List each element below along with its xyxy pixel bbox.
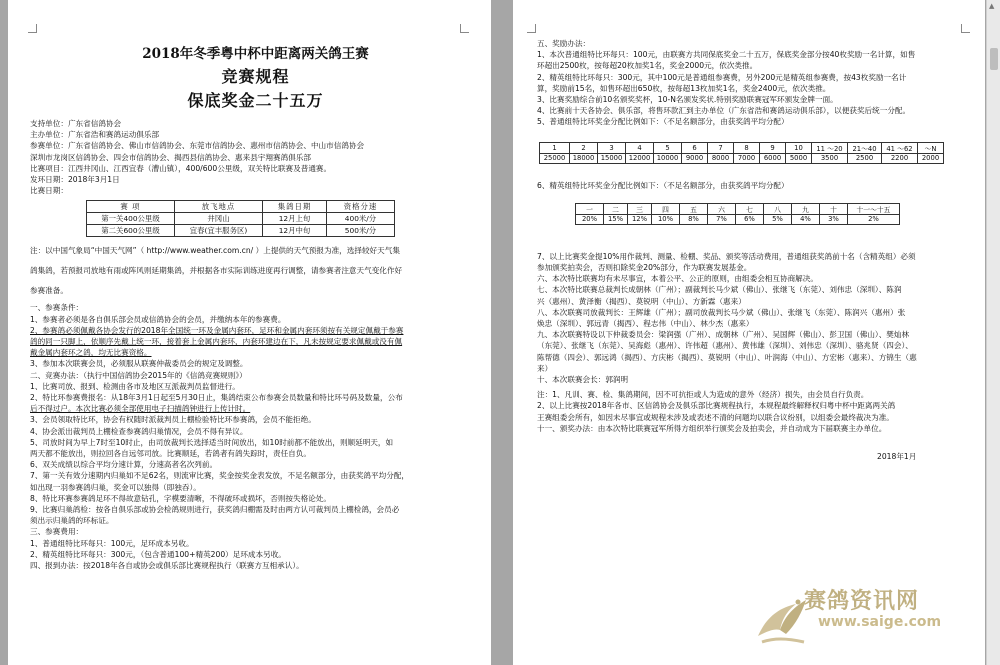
prize-rank-row — [576, 203, 900, 214]
table-header-cell: 集鸽日期 — [263, 201, 327, 213]
percent-cell: 6% — [736, 214, 764, 224]
watermark-text: 赛鸽资讯网 — [804, 589, 920, 614]
rule-line: 2、特比环参赛费报名：从18年3月1日起至5月30日止，集鸽结束公布参赛会员数量和特比环号码及数量，公布 — [30, 393, 403, 403]
rule-line: 兴（惠州）、黄泽衡（揭西）、莫锐明（中山）、方新霖（惠来） — [537, 296, 746, 306]
rule-line: 1、参赛者必须是各自俱乐部会员或信鸽协会的会员，并缴纳本年的参赛费。 — [30, 314, 286, 324]
watermark-url: www.saige.com — [818, 614, 942, 630]
amount-cell: 7000 — [734, 153, 760, 163]
table-header-row — [87, 201, 395, 213]
rank-cell: 五 — [680, 203, 708, 214]
rank-cell: 一 — [576, 203, 604, 214]
amount-cell: 6000 — [760, 153, 786, 163]
percent-cell: 8% — [680, 214, 708, 224]
info-line: 支持单位：广东省信鸽协会 — [30, 119, 122, 128]
rule-line: 7、以上比赛奖金提10%用作裁判、测量、检棚、奖品、颁奖等活动费用，普通组获奖鸽前十名（含精英组）必须 — [537, 251, 916, 261]
rule-line: 1、普通组特比环每只：100元，足环成本另收。 — [30, 538, 194, 548]
rank-cell: 7 — [708, 142, 734, 153]
rule-line: 后不得过户。本次比赛必须全部使用电子扫描鸽钟进行上传计时。 — [30, 404, 251, 414]
section-heading: 四、报到办法：按2018年各自或协会或俱乐部比赛规程执行（联赛方互相承认）。 — [30, 561, 304, 571]
rank-cell: 八 — [764, 203, 792, 214]
table-cell: 400米/分 — [327, 213, 395, 225]
prize-percent-row — [576, 214, 900, 224]
rank-cell: 十 — [820, 203, 848, 214]
rank-cell: 41 ～62 — [882, 142, 918, 153]
weather-note: 注：以中国气象局“中国天气网”（ http://www.weather.com.cn/ ）上提供的天气预报为准，选择较好天气集 — [30, 246, 400, 256]
rule-line: 3、参加本次联赛会员，必须服从联赛仲裁委员会的规定及调整。 — [30, 359, 248, 369]
document-date: 2018年1月 — [877, 452, 917, 462]
awards-section — [537, 38, 975, 128]
section-heading: 五、奖励办法： — [537, 39, 591, 48]
rule-line: 参加颁奖拍卖会，否则扣除奖金20%部分，作为联赛发展基金。 — [537, 263, 752, 273]
rule-line: 焕忠（深圳）、郭远青（揭西）、程志伟（中山）、林少杰（惠来） — [537, 319, 754, 329]
table-cell: 12月中旬 — [263, 225, 327, 237]
closing-notes — [537, 389, 975, 434]
weather-note: 鸽集鸽，若预报司放地有雨或阵风则延期集鸽，并根据各市实际训练进度再行调整，请参赛者注意天气变化作好 — [30, 266, 403, 276]
info-line: 主办单位：广东省浩和赛鸽运动俱乐部 — [30, 130, 160, 140]
pigeon-logo-icon — [752, 578, 812, 650]
amount-cell: 2200 — [882, 153, 918, 163]
rule-line: 9、比赛归巢鸽检：按各自俱乐部或协会检鸽规则进行，获奖鸽归棚需及时由两方认可裁判员上棚检鸽，会员必 — [30, 505, 400, 515]
percent-cell: 20% — [576, 214, 604, 224]
rule-line: 两天都不能放出，则拉回各自远邻司放。比赛顺延，若鸽者有鸽失踪时，责任自负。 — [30, 449, 311, 459]
award-line: 算，奖励前15名，如售环超出650枚，按每超13枚加奖1名，奖金2400元，依次类推。 — [537, 83, 831, 93]
percent-cell: 4% — [792, 214, 820, 224]
section-heading: 二、竞赛办法：（执行中国信鸽协会2015年的《信鸽竞赛规则》） — [30, 370, 247, 380]
rank-cell: 3 — [598, 142, 626, 153]
rule-line: 如出现一羽参赛鸽归巢，奖金可以独得（即独吞）。 — [30, 482, 201, 492]
elite-heading: 6、精英组特比环奖金分配比例如下：（不足名额部分，由获奖鸽平均分配） — [537, 180, 789, 190]
rule-line: 8、特比环赛参赛鸽足环不得故意钻孔，字模要清晰，不得破环或损坏，否则按失格论处。 — [30, 493, 331, 503]
award-line: 5、普通组特比环奖金分配比例如下：（不足名额部分，由获奖鸽平均分配） — [537, 117, 789, 127]
rank-cell: 三 — [628, 203, 652, 214]
prize-amount-row — [540, 153, 944, 163]
amount-cell: 25000 — [540, 153, 570, 163]
table-cell: 第一关400公里级 — [87, 213, 175, 225]
percent-cell: 3% — [820, 214, 848, 224]
site-watermark — [752, 578, 972, 658]
rank-cell: 11 ～20 — [812, 142, 848, 153]
note-line: 2、以上比赛按2018年各市、区信鸽协会及俱乐部比赛规程执行，本规程最终解释权归粤中杯中距离两关鸽 — [537, 401, 896, 411]
table-header-cell: 赛 项 — [87, 201, 175, 213]
percent-cell: 10% — [652, 214, 680, 224]
info-line: 发环日期：2018年3月1日 — [30, 175, 120, 185]
rule-line: 5、司放时间为早上7时至10时止，由司放裁判长选择适当时间放出，如10时前都不能放出，则顺延明天，如 — [30, 437, 394, 447]
section-heading: 一、参赛条件： — [30, 303, 84, 313]
table-cell: 井冈山 — [175, 213, 263, 225]
rule-line: 鸽的同一只脚上，依顺序先戴上统一环，接着套上金属内套环，内套环建边在下，凡未按规定要求佩戴或没有佩 — [30, 337, 403, 347]
note-line: 注：1、凡训、赛、检、集鸽期间，因不可抗拒或人为造成的意外（经济）损失，由会员自行负责。 — [537, 390, 869, 400]
elite-prize-table — [575, 203, 900, 225]
document-subtitle: 竞赛规程 — [221, 67, 290, 86]
crop-mark — [460, 24, 469, 33]
scrollbar-thumb[interactable] — [990, 48, 998, 70]
rule-line: 六、本次特比联赛均有未尽事宜，本着公平、公正的原则，由组委会相互协商解决。 — [537, 274, 818, 284]
rank-cell: ～N — [918, 142, 944, 153]
award-line: 3、比赛奖励综合前10名颁奖奖杯，10-N名颁发奖状.特别奖励联赛冠军环颁发金牌一面。 — [537, 95, 838, 105]
amount-cell: 8000 — [708, 153, 734, 163]
info-block — [30, 118, 481, 196]
info-line: 深圳市龙岗区信鸽协会、四会市信鸽协会、揭西县信鸽协会、惠来县宇翔赛鸽俱乐部 — [30, 152, 311, 162]
rule-line: 戴金属内套环之鸽，均无比赛资格。 — [30, 348, 152, 358]
table-cell: 500米/分 — [327, 225, 395, 237]
table-cell: 宜春(宜丰服务区) — [175, 225, 263, 237]
amount-cell: 5000 — [786, 153, 812, 163]
rank-cell: 9 — [760, 142, 786, 153]
amount-cell: 10000 — [654, 153, 682, 163]
rank-cell: 8 — [734, 142, 760, 153]
rule-line: （东莞）、张继飞（东莞）、吴海彪（惠州）、许伟超（惠州）、黄伟雄（深圳）、刘伟忠（深圳）、骆兆贤（四会）、 — [537, 341, 913, 351]
rule-line: 1、比赛司放、报到、检测由各市及地区互派裁判员监督进行。 — [30, 381, 240, 391]
schedule-table — [86, 200, 395, 237]
document-page-left — [8, 0, 491, 665]
vertical-scrollbar[interactable] — [986, 0, 1000, 665]
document-page-right — [513, 0, 985, 665]
percent-cell: 5% — [764, 214, 792, 224]
rule-line: 4、协会派出裁判员上棚检查参赛鸽归巢情况，会员不得有异议。 — [30, 426, 248, 436]
info-line: 比赛日期： — [30, 186, 68, 196]
table-cell: 第二关600公里级 — [87, 225, 175, 237]
rank-cell: 六 — [708, 203, 736, 214]
note-line: 十一、颁奖办法：由本次特比联赛冠军所得方组织举行颁奖会及拍卖会，并自动成为下届联赛主办单位。 — [537, 423, 887, 433]
award-line: 1、本次普通组特比环每只：100元，由联赛方共同保底奖金二十五万，保底奖金部分按40枚奖励一名计算，如售 — [537, 50, 916, 60]
info-line: 比赛项目：江西井冈山、江西宜春（漕山镇），400/600公里级，双关特比联赛及普通赛。 — [30, 163, 332, 173]
rule-line: 2、参赛鸽必须佩戴各协会发行的2018年全国统一环及金属内套环，足环和金属内套环须按有关规定佩戴于参赛 — [30, 325, 404, 335]
rank-cell: 1 — [540, 142, 570, 153]
normal-prize-table — [539, 142, 944, 164]
crop-mark — [961, 24, 970, 33]
section-heading: 三、参赛费用： — [30, 527, 84, 537]
percent-cell: 7% — [708, 214, 736, 224]
rank-cell: 4 — [626, 142, 654, 153]
rank-cell: 二 — [604, 203, 628, 214]
rank-cell: 十一～十五 — [848, 203, 900, 214]
amount-cell: 2500 — [848, 153, 882, 163]
amount-cell: 3500 — [812, 153, 848, 163]
rule-line: 十、本次联赛会长：郭润明 — [537, 375, 629, 385]
rank-cell: 九 — [792, 203, 820, 214]
table-header-cell: 资格分速 — [327, 201, 395, 213]
rank-cell: 6 — [682, 142, 708, 153]
rank-cell: 2 — [570, 142, 598, 153]
amount-cell: 15000 — [598, 153, 626, 163]
table-header-cell: 放飞地点 — [175, 201, 263, 213]
document-title: 2018年冬季粤中杯中距离两关鸽王赛 — [142, 46, 369, 62]
prize-rank-row — [540, 142, 944, 153]
rule-line: 须出示归巢鸽的环标证。 — [30, 516, 114, 526]
weather-note: 参赛准备。 — [30, 286, 68, 296]
rule-line: 2、精英组特比环每只：300元，（包含普通100+精英200）足环成本另收。 — [30, 549, 286, 559]
rank-cell: 5 — [654, 142, 682, 153]
rule-line: 来） — [537, 363, 553, 373]
rule-line: 九、本次联赛特设以下仲裁委员会：梁润强（广州）、成朝林（广州）、吴国辉（佛山）、彭卫国（佛山）、樊灿林 — [537, 330, 910, 340]
document-subtitle-prize: 保底奖金二十五万 — [187, 91, 324, 110]
scroll-up-icon[interactable]: ▲ — [989, 2, 995, 10]
rule-line: 陈帮德（四会）、郭远鸿（揭西）、方庆彬（揭西）、莫锐明（中山）、叶润海（中山）、方宏彬（惠来）、方锦生（惠 — [537, 352, 917, 362]
amount-cell: 2000 — [918, 153, 944, 163]
percent-cell: 15% — [604, 214, 628, 224]
rule-line: 6、双关成绩以综合平均分速计算，分速高者名次列前。 — [30, 460, 218, 470]
info-line: 参赛单位：广东省信鸽协会、佛山市信鸽协会、东莞市信鸽协会、惠州市信鸽协会、中山市信鸽协会 — [30, 141, 365, 151]
rule-line: 3、会员领取特比环，协会有权随时派裁判员上棚检验特比环参赛鸽，会员不能拒绝。 — [30, 415, 316, 425]
rule-line: 7、第一关有效分速期内归巢如不足62名，则流审比赛，奖金按奖金表发放，不足名额部分，由获奖鸽平均分配， — [30, 471, 409, 481]
amount-cell: 9000 — [682, 153, 708, 163]
percent-cell: 12% — [628, 214, 652, 224]
award-line: 环超出2500枚，按每超20枚加奖1名，奖金2000元，依次类推。 — [537, 61, 758, 71]
rules-continued — [537, 251, 975, 385]
rank-cell: 10 — [786, 142, 812, 153]
table-row — [87, 213, 395, 225]
note-line: 王赛组委会所有，如因未尽事宜或规程未涉及或表述不清的问题均以联合议纷别，以组委会最终裁决为准。 — [537, 412, 894, 422]
rank-cell: 四 — [652, 203, 680, 214]
rules-body — [30, 302, 481, 571]
table-cell: 12月上旬 — [263, 213, 327, 225]
crop-mark — [527, 24, 536, 33]
rank-cell: 21～40 — [848, 142, 882, 153]
rule-line: 八、本次联赛司放裁判长：王辉雄（广州）；副司放裁判长马少斌（佛山）、张继飞（东莞）、陈润兴（惠州）张 — [537, 307, 906, 317]
rank-cell: 七 — [736, 203, 764, 214]
amount-cell: 18000 — [570, 153, 598, 163]
rule-line: 七、本次特比联赛总裁判长成朝林（广州）；副裁判长马少斌（佛山）、张继飞（东莞）、刘伟忠（深圳）、陈润 — [537, 285, 902, 295]
amount-cell: 12000 — [626, 153, 654, 163]
table-row — [87, 225, 395, 237]
award-line: 4、比赛前十天各协会、俱乐部，将售环款汇到主办单位（广东省浩和赛鸽运动俱乐部），以便获奖后统一分配。 — [537, 106, 911, 116]
percent-cell: 2% — [848, 214, 900, 224]
crop-mark — [28, 24, 37, 33]
award-line: 2、精英组特比环每只：300元，其中100元是普通组参赛费，另外200元是精英组参赛费，按43枚奖励一名计 — [537, 72, 907, 82]
